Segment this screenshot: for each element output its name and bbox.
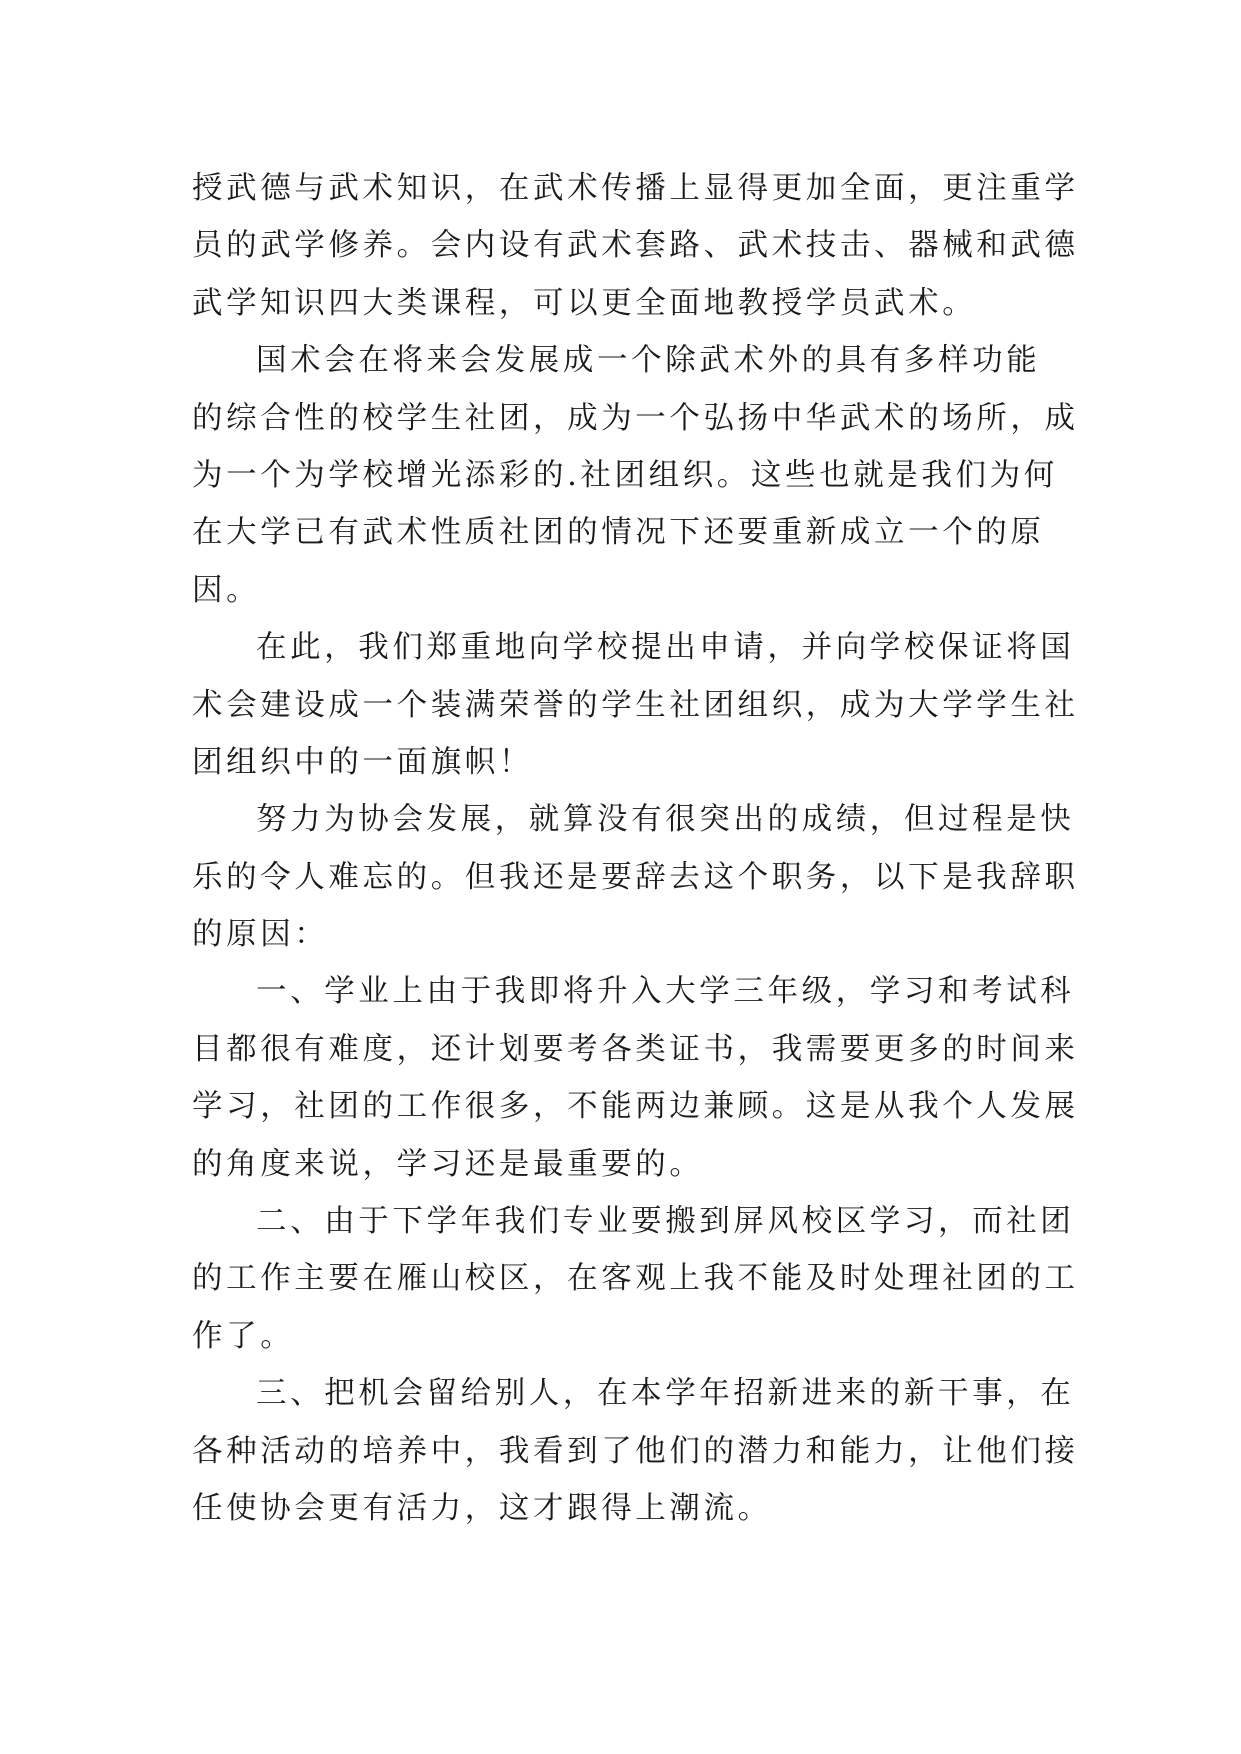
text-line: 作了。 — [192, 1318, 295, 1354]
text-line: 武学知识四大类课程，可以更全面地教授学员武术。 — [192, 285, 977, 321]
document-body — [192, 160, 1079, 1537]
text-line: 国术会在将来会发展成一个除武术外的具有多样功能 — [256, 343, 1041, 379]
text-line: 乐的令人难忘的。但我还是要辞去这个职务，以下是我辞职 — [192, 859, 1079, 895]
text-line: 的综合性的校学生社团，成为一个弘扬中华武术的场所，成 — [192, 400, 1079, 436]
text-line: 二、由于下学年我们专业要搬到屏风校区学习，而社团 — [256, 1204, 1075, 1240]
text-line: 授武德与武术知识，在武术传播上显得更加全面，更注重学 — [192, 171, 1079, 206]
text-line: 团组织中的一面旗帜！ — [192, 744, 533, 780]
text-line: 的角度来说，学习还是最重要的。 — [192, 1146, 704, 1182]
text-line: 术会建设成一个装满荣誉的学生社团组织，成为大学学生社 — [192, 687, 1079, 723]
text-line: 各种活动的培养中，我看到了他们的潜力和能力，让他们接 — [192, 1433, 1079, 1469]
text-line: 学习，社团的工作很多，不能两边兼顾。这是从我个人发展 — [192, 1089, 1079, 1125]
text-line: 在此，我们郑重地向学校提出申请，并向学校保证将国 — [256, 630, 1075, 666]
text-line: 任使协会更有活力，这才跟得上潮流。 — [192, 1490, 772, 1526]
text-line: 目都很有难度，还计划要考各类证书，我需要更多的时间来 — [192, 1031, 1079, 1067]
text-line: 在大学已有武术性质社团的情况下还要重新成立一个的原 — [192, 515, 1045, 551]
text-line: 一、学业上由于我即将升入大学三年级，学习和考试科 — [256, 974, 1075, 1010]
text-line: 因。 — [192, 572, 261, 608]
text-line: 员的武学修养。会内设有武术套路、武术技击、器械和武德 — [192, 228, 1079, 264]
text-line: 努力为协会发展，就算没有很突出的成绩，但过程是快 — [256, 802, 1075, 838]
text-line: 的工作主要在雁山校区，在客观上我不能及时处理社团的工 — [192, 1261, 1079, 1297]
text-line: 为一个为学校增光添彩的.社团组织。这些也就是我们为何 — [192, 457, 1058, 493]
text-line: 三、把机会留给别人，在本学年招新进来的新干事，在 — [256, 1376, 1075, 1412]
text-line: 的原因： — [192, 917, 329, 953]
